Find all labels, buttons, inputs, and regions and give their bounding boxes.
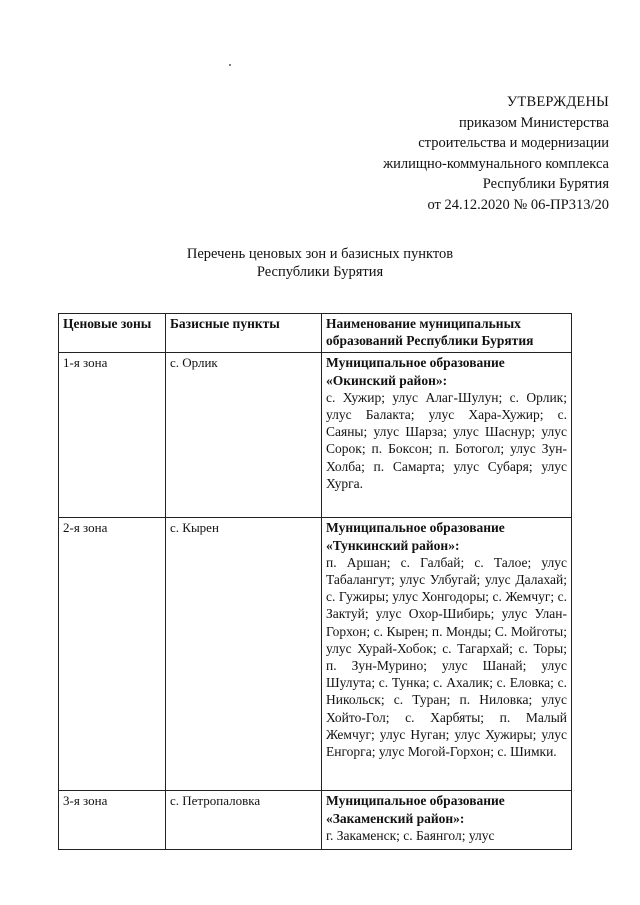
approval-line: жилищно-коммунального комплекса [383, 155, 609, 172]
document-title-line-1: Перечень ценовых зон и базисных пунктов [186, 246, 454, 262]
municipality-cell [322, 353, 572, 518]
approval-stamp-block [383, 92, 609, 216]
header-municipality: Наименование муниципальных образований Республики Бурятия [322, 314, 572, 353]
municipality-cell [322, 518, 572, 791]
table-header-row [59, 314, 572, 353]
municipality-title: Муниципальное образование «Закаменский район»: [326, 793, 505, 826]
base-point-cell: с. Орлик [166, 353, 322, 518]
base-point-cell: с. Кырен [166, 518, 322, 791]
approval-heading: УТВЕРЖДЕНЫ [506, 94, 609, 110]
scan-speck [229, 64, 231, 66]
municipality-title: Муниципальное образование «Тункинский район»: [326, 520, 505, 553]
table-row [59, 518, 572, 791]
table-row [59, 353, 572, 518]
approval-line: приказом Министерства [459, 114, 609, 131]
municipality-title: Муниципальное образование «Окинский район»: [326, 355, 505, 388]
header-zone: Ценовые зоны [59, 314, 166, 353]
approval-order-number: от 24.12.2020 № 06-ПР313/20 [427, 196, 609, 213]
document-title [0, 245, 640, 281]
settlements-list: с. Хужир; улус Алаг-Шулун; с. Орлик; улус Балакта; улус Хара-Хужир; с. Саяны; улус Шарза; улус Шаснур; улус Сорок; п. Боксон; п. Ботогол; улус Зун-Холба; п. Самарта; улус Субаря; улус Хурга. [326, 389, 567, 491]
zone-cell: 2-я зона [59, 518, 166, 791]
approval-line: Республики Бурятия [482, 176, 609, 193]
table-row [59, 791, 572, 850]
municipality-cell [322, 791, 572, 850]
zone-cell: 1-я зона [59, 353, 166, 518]
base-point-cell: с. Петропаловка [166, 791, 322, 850]
zone-cell: 3-я зона [59, 791, 166, 850]
settlements-list: п. Аршан; с. Галбай; с. Талое; улус Табалангут; улус Улбугай; улус Далахай; с. Гужиры; улус Хонгодоры; с. Жемчуг; с. Зактуй; улус Охор-Шибирь; улус Улан-Горхон; с. Кырен; п. Монды; С. Мойготы; улус Хурай-Хобок; с. Тагархай; с. Торы; п. Зун-Мурино; улус Шанай; улус Шулута; с. Тунка; с. Ахалик; с. Еловка; с. Никольск; с. Туран; п. Ниловка; улус Хойто-Гол; с. Харбяты; п. Малый Жемчуг; улус Нуган; улус Хужиры; улус Енгорга; улус Могой-Горхон; с. Шимки. [326, 554, 567, 760]
price-zones-table [58, 313, 572, 850]
header-base-point: Базисные пункты [166, 314, 322, 353]
settlements-list: г. Закаменск; с. Баянгол; улус [326, 827, 495, 843]
approval-line: строительства и модернизации [418, 135, 609, 152]
document-title-line-2: Республики Бурятия [256, 264, 384, 280]
